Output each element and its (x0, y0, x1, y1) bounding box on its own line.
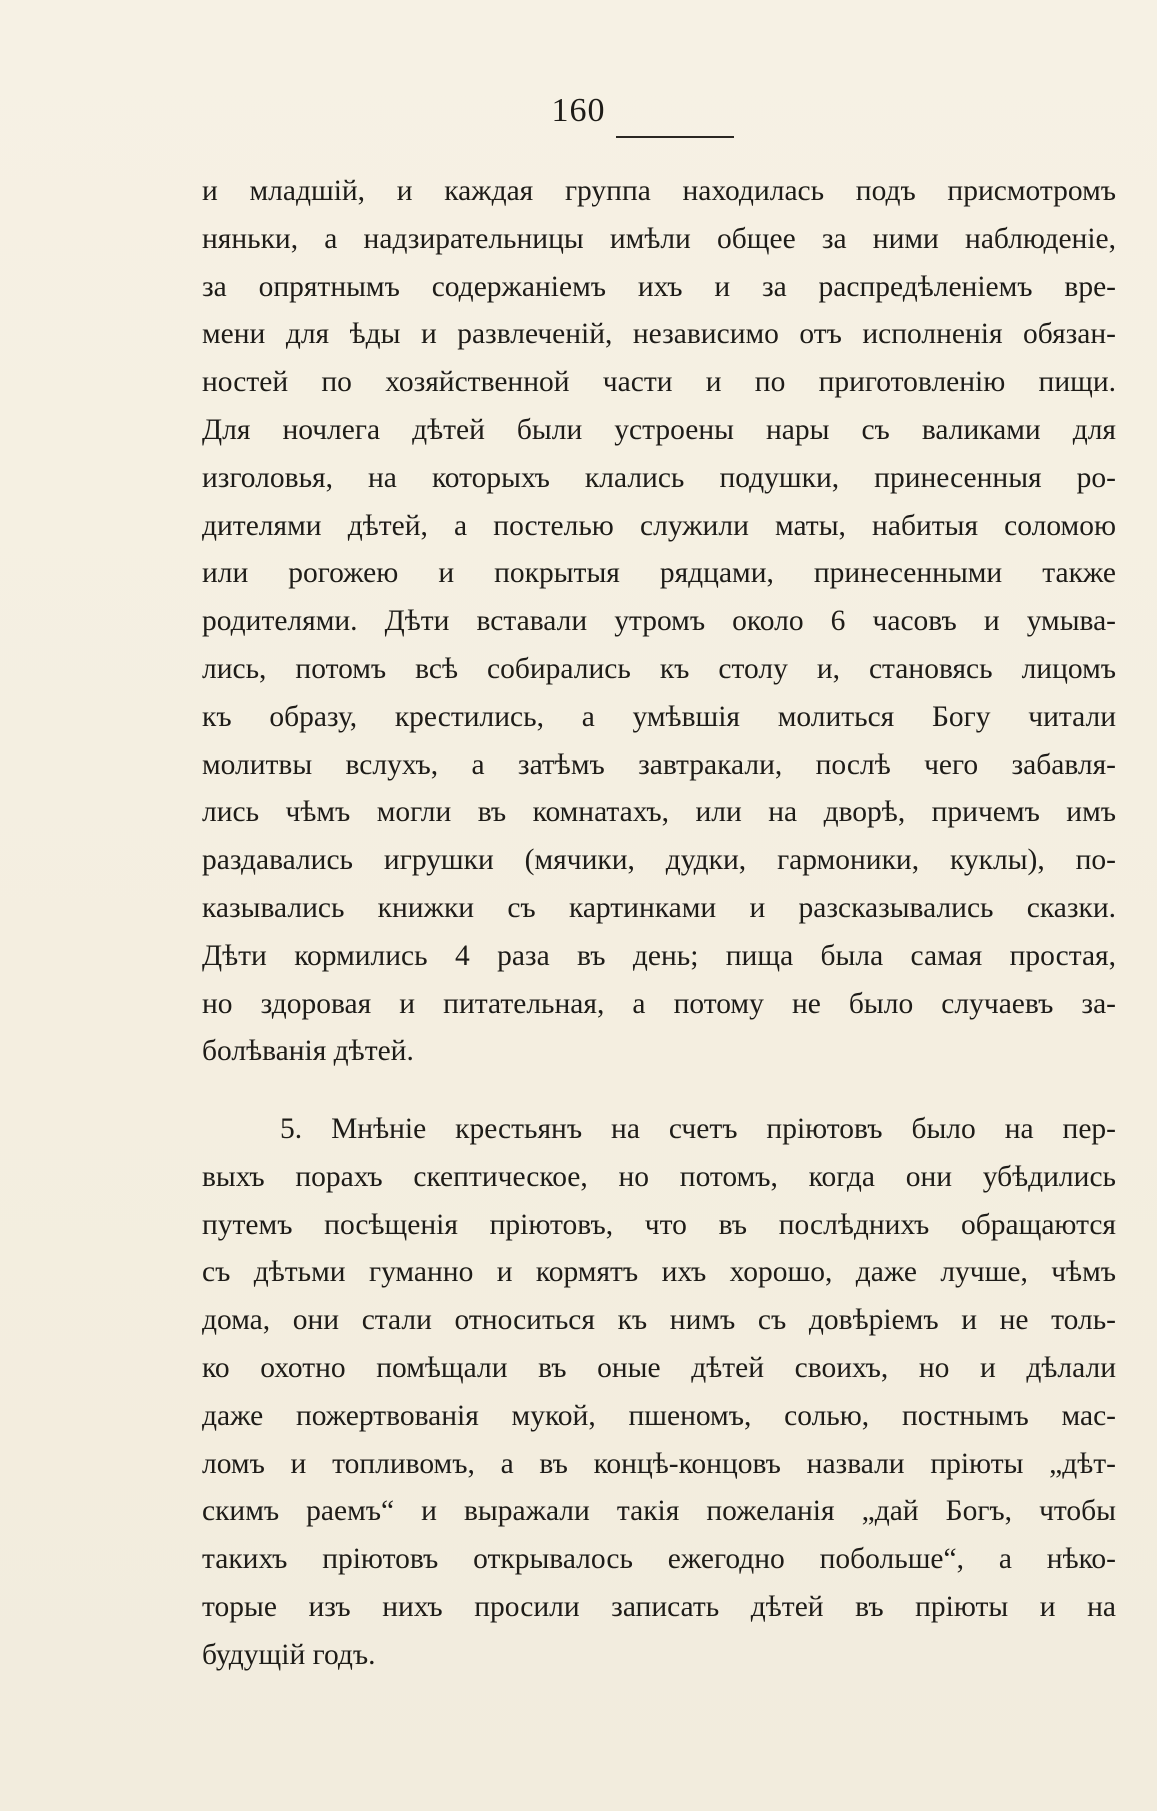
text-line: дома, они стали относиться къ нимъ съ довѣріемъ и не толь- (202, 1304, 1116, 1337)
text-line: казывались книжки съ картинками и разсказывались сказки. (202, 891, 1116, 924)
text-line: съ дѣтьми гуманно и кормятъ ихъ хорошо, даже лучше, чѣмъ (202, 1256, 1116, 1289)
text-line: молитвы вслухъ, а затѣмъ завтракали, послѣ чего забавля- (202, 748, 1116, 781)
text-line: ломъ и топливомъ, а въ концѣ-концовъ назвали пріюты „дѣт- (202, 1447, 1116, 1480)
text-line: или рогожею и покрытыя рядцами, принесенными также (202, 557, 1116, 590)
paragraph-1 (202, 168, 1116, 1076)
text-line: Дѣти кормились 4 раза въ день; пища была самая простая, (202, 939, 1116, 972)
text-line: мени для ѣды и развлеченій, независимо отъ исполненія обязан- (202, 318, 1116, 351)
text-line: за опрятнымъ содержаніемъ ихъ и за распредѣленіемъ вре- (202, 270, 1116, 303)
text-line: выхъ порахъ скептическое, но потомъ, когда они убѣдились (202, 1160, 1116, 1193)
text-line: дителями дѣтей, а постелью служили маты, набитыя соломою (202, 509, 1116, 542)
text-line: няньки, а надзирательницы имѣли общее за ними наблюденіе, (202, 222, 1116, 255)
text-line: даже пожертвованія мукой, пшеномъ, солью, постнымъ мас- (202, 1399, 1116, 1432)
text-line: будущій годъ. (202, 1638, 376, 1671)
text-line: раздавались игрушки (мячики, дудки, гармоники, куклы), по- (202, 844, 1116, 877)
text-line: ко охотно помѣщали въ оные дѣтей своихъ, но и дѣлали (202, 1351, 1116, 1384)
text-line: къ образу, крестились, а умѣвшія молиться Богу читали (202, 700, 1116, 733)
text-line: но здоровая и питательная, а потому не было случаевъ за- (202, 987, 1116, 1020)
text-line: лись, потомъ всѣ собирались къ столу и, становясь лицомъ (202, 652, 1116, 685)
text-line: такихъ пріютовъ открывалось ежегодно побольше“, а нѣко- (202, 1543, 1116, 1576)
page-number-rule (616, 136, 734, 138)
text-line: и младшій, и каждая группа находилась подъ присмотромъ (202, 175, 1116, 207)
paragraph-2 (202, 1106, 1116, 1680)
text-line: лись чѣмъ могли въ комнатахъ, или на дворѣ, причемъ имъ (202, 796, 1116, 829)
text-line: путемъ посѣщенія пріютовъ, что въ послѣднихъ обращаются (202, 1208, 1116, 1241)
text-line: 5. Мнѣніе крестьянъ на счетъ пріютовъ было на пер- (280, 1113, 1116, 1145)
text-line: болѣванія дѣтей. (202, 1035, 414, 1068)
text-line: ностей по хозяйственной части и по приготовленію пищи. (202, 366, 1116, 399)
page-number: 160 (551, 92, 606, 129)
text-line: изголовья, на которыхъ клались подушки, принесенныя ро- (202, 461, 1116, 494)
text-line: родителями. Дѣти вставали утромъ около 6 часовъ и умыва- (202, 605, 1116, 638)
text-line: скимъ раемъ“ и выражали такія пожеланія „дай Богъ, чтобы (202, 1495, 1116, 1528)
text-line: торые изъ нихъ просили записать дѣтей въ пріюты и на (202, 1590, 1116, 1623)
text-line: Для ночлега дѣтей были устроены нары съ валиками для (202, 413, 1116, 446)
